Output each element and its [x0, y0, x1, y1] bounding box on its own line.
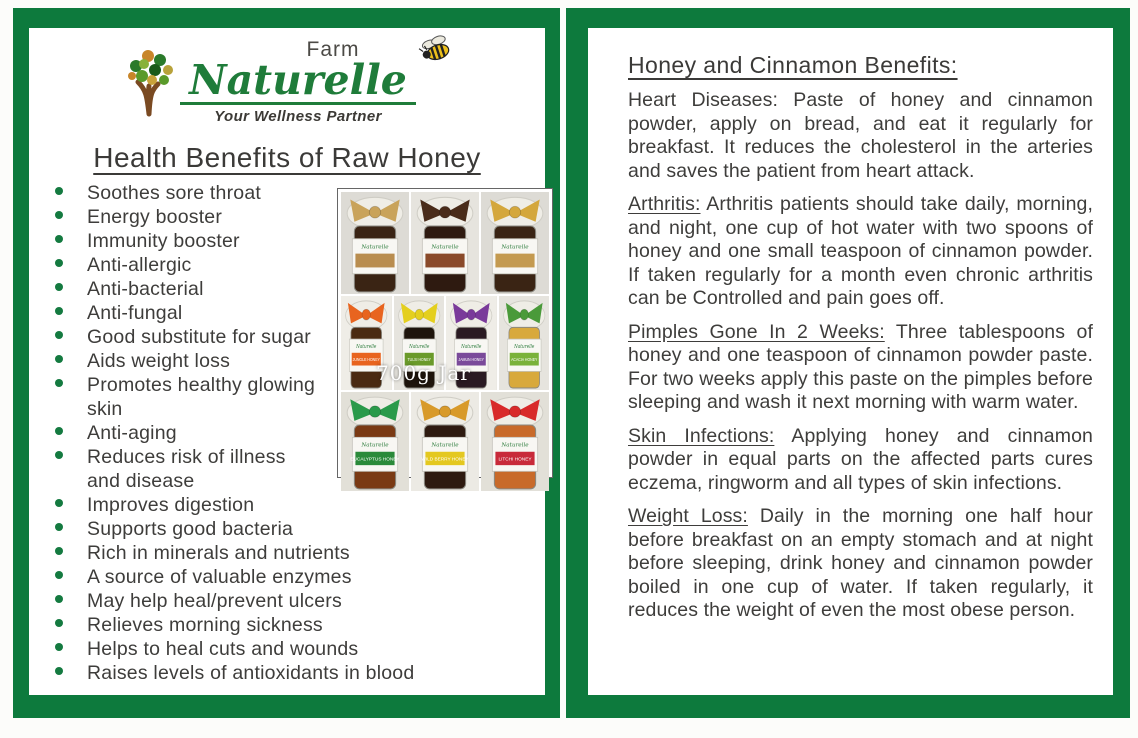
jar-grid	[341, 192, 549, 474]
bullet-dot	[55, 307, 63, 315]
benefit-item	[55, 542, 545, 566]
bullet-dot	[55, 547, 63, 555]
right-panel-content	[588, 28, 1113, 623]
bullet-dot	[55, 619, 63, 627]
section-lead: Heart Diseases:	[628, 89, 778, 111]
benefit-text: Immunity booster	[87, 230, 240, 252]
benefit-item	[55, 662, 545, 686]
bullet-dot	[55, 523, 63, 531]
jar-row	[341, 392, 549, 491]
section-lead: Pimples Gone In 2 Weeks:	[628, 320, 885, 343]
bullet-dot	[55, 643, 63, 651]
benefit-text: May help heal/prevent ulcers	[87, 590, 342, 612]
bullet-dot	[55, 379, 63, 387]
jar-cell	[411, 192, 479, 294]
left-panel	[13, 8, 560, 718]
svg-text:LITCHI HONEY: LITCHI HONEY	[498, 457, 532, 463]
svg-text:ACACIA HONEY: ACACIA HONEY	[510, 356, 537, 363]
svg-text:Naturelle: Naturelle	[513, 344, 534, 351]
honey-jar	[341, 192, 409, 294]
benefit-text: Raises levels of antioxidants in blood	[87, 662, 415, 684]
logo-brand-text: Naturelle	[180, 60, 416, 105]
benefit-section	[628, 505, 1093, 623]
bullet-dot	[55, 355, 63, 363]
benefit-text: Good substitute for sugar	[87, 326, 311, 348]
svg-text:JAMUN HONEY: JAMUN HONEY	[458, 356, 485, 363]
bullet-dot	[55, 595, 63, 603]
benefit-item	[55, 614, 545, 638]
benefit-sections	[628, 89, 1093, 623]
section-body: Paste of honey and cinnamon powder, apply on bread, and eat it regularly for breakfast. It reduces the cholesterol in the arteries and saves the patient from heart attack.	[628, 89, 1094, 182]
benefit-text: Promotes healthy glowing	[87, 374, 316, 396]
benefit-text: Energy booster	[87, 206, 223, 228]
bullet-dot	[55, 499, 63, 507]
benefit-text: Aids weight loss	[87, 350, 231, 372]
benefit-text: Anti-allergic	[87, 254, 192, 276]
honey-jar	[411, 392, 479, 491]
benefit-text: Rich in minerals and nutrients	[87, 542, 350, 564]
benefit-section	[628, 321, 1093, 415]
benefit-item	[55, 494, 545, 518]
benefit-text: and disease	[87, 470, 195, 492]
svg-text:WILD BERRY HONEY: WILD BERRY HONEY	[421, 457, 469, 463]
honey-jar	[481, 392, 549, 491]
benefit-text: Anti-fungal	[87, 302, 183, 324]
jar-size-overlay: 700g Jar	[376, 361, 471, 385]
svg-text:Naturelle: Naturelle	[461, 344, 482, 351]
benefit-text: Anti-bacterial	[87, 278, 204, 300]
logo-farm-text: Farm	[306, 38, 360, 61]
section-lead: Weight Loss:	[628, 505, 748, 527]
bee-icon	[418, 34, 458, 66]
right-panel	[566, 8, 1130, 718]
brand-logo	[122, 40, 452, 132]
svg-text:EUCALYPTUS HONEY: EUCALYPTUS HONEY	[350, 457, 400, 463]
benefit-text: Improves digestion	[87, 494, 255, 516]
benefit-item	[55, 638, 545, 662]
benefit-text: A source of valuable enzymes	[87, 566, 352, 588]
section-body: Applying honey and cinnamon powder in equal parts on the affected parts cures eczema, ringworm and all types of skin infections.	[628, 424, 1093, 494]
cinnamon-benefits-title: Honey and Cinnamon Benefits:	[628, 52, 958, 78]
logo-text	[180, 40, 416, 125]
benefit-section	[628, 89, 1093, 183]
jar-row	[341, 192, 549, 294]
tree-icon	[122, 44, 180, 118]
section-lead: Arthritis:	[628, 193, 701, 215]
benefit-text: Reduces risk of illness	[87, 446, 286, 468]
svg-text:JUNGLE HONEY: JUNGLE HONEY	[352, 356, 380, 363]
honey-jar	[499, 296, 550, 390]
bullet-dot	[55, 235, 63, 243]
benefit-item	[55, 518, 545, 542]
section-body: Arthritis patients should take daily, morning, and night, one cup of hot water with two spoons of honey and one small teaspoon of cinnamon powder. If taken regularly for a month even chronic arthritis can be Controlled and pain goes off.	[628, 193, 1093, 309]
bullet-dot	[55, 211, 63, 219]
bullet-dot	[55, 259, 63, 267]
bullet-dot	[55, 667, 63, 675]
bullet-dot	[55, 331, 63, 339]
jar-cell	[411, 392, 479, 491]
benefit-section	[628, 193, 1093, 311]
benefit-section	[628, 425, 1093, 496]
svg-text:TULSI HONEY: TULSI HONEY	[407, 356, 431, 363]
jar-cell	[341, 192, 409, 294]
honey-jar	[411, 192, 479, 294]
page-title: Health Benefits of Raw Honey	[93, 142, 481, 173]
benefit-text: Relieves morning sickness	[87, 614, 323, 636]
section-body: Daily in the morning one half hour before breakfast on an empty stomach and at night before sleeping, drink honey and cinnamon powder boiled in one cup of water. If taken regularly, it reduces the weight of even the most obese person.	[628, 505, 1093, 621]
svg-text:Naturelle: Naturelle	[356, 344, 377, 351]
bullet-dot	[55, 187, 63, 195]
jar-cell	[499, 296, 550, 390]
logo-tagline: Your Wellness Partner	[214, 108, 382, 125]
honey-jar	[481, 192, 549, 294]
bullet-dot	[55, 451, 63, 459]
bullet-dot	[55, 283, 63, 291]
svg-text:Naturelle: Naturelle	[431, 442, 459, 449]
bullet-dot	[55, 427, 63, 435]
benefit-text: Supports good bacteria	[87, 518, 294, 540]
svg-text:Naturelle: Naturelle	[361, 244, 389, 251]
benefit-text: Soothes sore throat	[87, 182, 261, 204]
svg-text:Naturelle: Naturelle	[431, 244, 459, 251]
section-lead: Skin Infections:	[628, 424, 775, 447]
svg-text:Naturelle: Naturelle	[361, 442, 389, 449]
section-body: Three tablespoons of honey and one teaspoon of cinnamon powder paste. For two weeks apply this paste on the pimples before sleeping and wash it next morning with warm water.	[628, 320, 1093, 413]
jar-cell	[341, 392, 409, 491]
benefit-text: Anti-aging	[87, 422, 177, 444]
svg-text:Naturelle: Naturelle	[501, 442, 529, 449]
jar-cell	[481, 392, 549, 491]
svg-text:Naturelle: Naturelle	[408, 344, 429, 351]
bullet-dot	[55, 571, 63, 579]
honey-jars-image	[337, 188, 553, 478]
svg-text:Naturelle: Naturelle	[501, 244, 529, 251]
benefit-text: skin	[87, 398, 123, 420]
jar-cell	[481, 192, 549, 294]
benefit-item	[55, 566, 545, 590]
honey-jar	[341, 392, 409, 491]
benefit-text: Helps to heal cuts and wounds	[87, 638, 359, 660]
benefit-item	[55, 590, 545, 614]
